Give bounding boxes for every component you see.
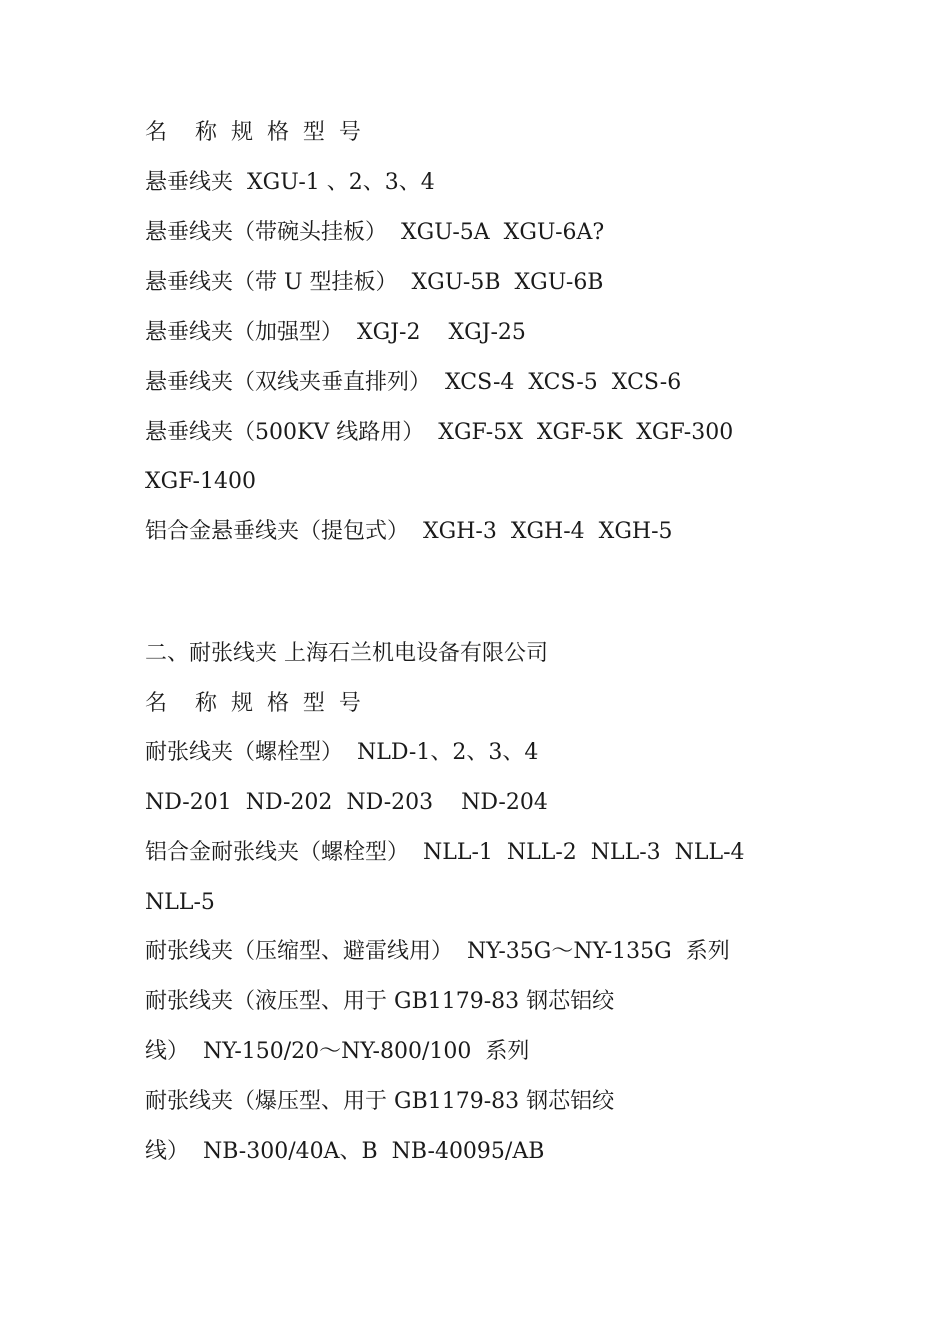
list-item: 铝合金耐张线夹（螺栓型） NLL-1 NLL-2 NLL-3 NLL-4 xyxy=(145,840,745,865)
list-item: 悬垂线夹（加强型） XGJ-2 XGJ-25 xyxy=(145,320,526,345)
list-item: 悬垂线夹（带碗头挂板） XGU-5A XGU-6A? xyxy=(145,220,605,245)
list-item: 铝合金悬垂线夹（提包式） XGH-3 XGH-4 XGH-5 xyxy=(145,519,673,544)
list-item: NLL-5 xyxy=(145,890,215,915)
table-header: 名 称 规 格 型 号 xyxy=(145,120,361,145)
list-item: 耐张线夹（压缩型、避雷线用） NY-35G～NY-135G 系列 xyxy=(145,939,730,964)
list-item: 线） NB-300/40A、B NB-40095/AB xyxy=(145,1139,545,1164)
list-item: 线） NY-150/20～NY-800/100 系列 xyxy=(145,1039,530,1064)
list-item: 耐张线夹（螺栓型） NLD-1、2、3、4 xyxy=(145,740,539,765)
list-item: XGF-1400 xyxy=(145,469,256,494)
section-title: 二、耐张线夹 上海石兰机电设备有限公司 xyxy=(145,641,548,666)
table-header: 名 称 规 格 型 号 xyxy=(145,691,361,716)
list-item: 悬垂线夹（带 U 型挂板） XGU-5B XGU-6B xyxy=(145,270,604,295)
list-item: ND-201 ND-202 ND-203 ND-204 xyxy=(145,790,548,815)
list-item: 耐张线夹（爆压型、用于 GB1179-83 钢芯铝绞 xyxy=(145,1089,615,1114)
list-item: 悬垂线夹（500KV 线路用） XGF-5X XGF-5K XGF-300 xyxy=(145,420,734,445)
list-item: 悬垂线夹（双线夹垂直排列） XCS-4 XCS-5 XCS-6 xyxy=(145,370,682,395)
list-item: 悬垂线夹 XGU-1 、2、3、4 xyxy=(145,170,435,195)
list-item: 耐张线夹（液压型、用于 GB1179-83 钢芯铝绞 xyxy=(145,989,615,1014)
